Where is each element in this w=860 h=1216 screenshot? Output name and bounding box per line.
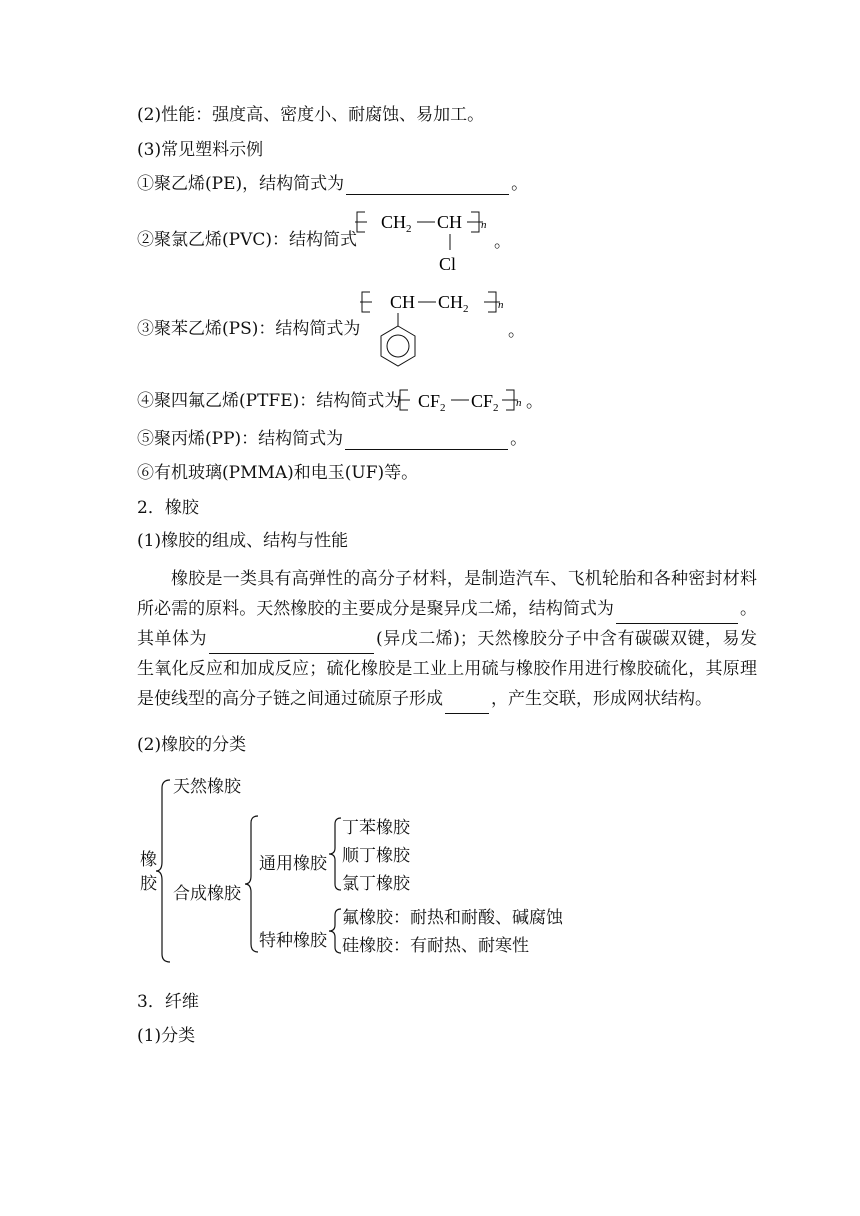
special-rubber: 特种橡胶 <box>259 931 327 951</box>
ps-label: ③聚苯乙烯(PS)：结构简式为 <box>137 319 361 339</box>
general-item-br: 顺丁橡胶 <box>342 846 410 866</box>
ps-structure-formula <box>360 284 510 370</box>
pe-line: ①聚乙烯(PE)，结构简式为 。 <box>137 174 529 194</box>
benzene-ring <box>381 326 415 366</box>
ptfe-label: ④聚四氟乙烯(PTFE)：结构简式为 <box>137 391 402 411</box>
rubber-classification-heading: (2)橡胶的分类 <box>137 735 247 755</box>
ps-n: n <box>498 299 504 311</box>
pe-answer-blank[interactable] <box>346 176 509 195</box>
crosslink-blank[interactable] <box>445 695 489 714</box>
ptfe-cf2-b: $CF_2$ <box>471 391 499 414</box>
pvc-label: ②聚氯乙烯(PVC)：结构简式 <box>137 230 357 250</box>
ptfe-structure-formula <box>398 384 534 418</box>
fiber-heading: 3．纤维 <box>137 992 199 1012</box>
special-item-silicone: 硅橡胶：有耐热、耐寒性 <box>342 936 529 956</box>
ps-ch: CH <box>390 292 416 312</box>
common-examples-heading: (3)常见塑料示例 <box>137 140 264 160</box>
rubber-heading: 2．橡胶 <box>137 498 199 518</box>
synthetic-rubber: 合成橡胶 <box>173 884 241 904</box>
pe-label: ①聚乙烯(PE)，结构简式为 <box>137 174 345 194</box>
polyisoprene-formula-blank[interactable] <box>616 605 738 624</box>
rubber-paragraph: 橡胶是一类具有高弹性的高分子材料，是制造汽车、飞机轮胎和各种密封材料所必需的原料。天然橡胶的主要成分是聚异戊二烯，结构简式为 。其单体为 (异戊二烯)；天然橡胶分子中含有碳碳双键，易发生氧化反应和加成反应；硫化橡胶是工业上用硫与橡胶作用进行橡胶硫化，其原理是使线型的高分子链之间通过硫原子形成 ，产生交联，形成网状结构。 <box>137 564 757 714</box>
general-item-cr: 氯丁橡胶 <box>342 874 410 894</box>
general-item-sbr: 丁苯橡胶 <box>342 818 410 838</box>
performance-line: (2)性能：强度高、密度小、耐腐蚀、易加工。 <box>137 105 485 125</box>
rubber-composition-heading: (1)橡胶的组成、结构与性能 <box>137 531 349 551</box>
ps-ch2: $CH_2$ <box>438 292 469 315</box>
natural-rubber: 天然橡胶 <box>173 777 241 797</box>
special-item-fluoro: 氟橡胶：耐热和耐酸、碱腐蚀 <box>342 908 563 928</box>
root-brace-icon <box>156 778 178 964</box>
pvc-structure-formula <box>355 204 505 276</box>
other-plastics-line: ⑥有机玻璃(PMMA)和电玉(UF)等。 <box>137 463 419 483</box>
tree-root: 橡 胶 <box>140 850 157 894</box>
pp-line: ⑤聚丙烯(PP)：结构简式为 。 <box>137 429 528 449</box>
pvc-n: n <box>481 219 487 231</box>
pvc-ch2: $CH_2$ <box>381 212 412 235</box>
pvc-cl: Cl <box>439 254 457 274</box>
pp-answer-blank[interactable] <box>345 431 508 450</box>
ptfe-cf2-a: $CF_2$ <box>418 391 446 414</box>
ptfe-n: n <box>516 397 522 409</box>
monomer-blank[interactable] <box>209 635 374 654</box>
general-rubber: 通用橡胶 <box>259 854 327 874</box>
fiber-classification-heading: (1)分类 <box>137 1026 196 1046</box>
pvc-ch: CH <box>437 212 463 232</box>
pp-label: ⑤聚丙烯(PP)：结构简式为 <box>137 429 344 449</box>
